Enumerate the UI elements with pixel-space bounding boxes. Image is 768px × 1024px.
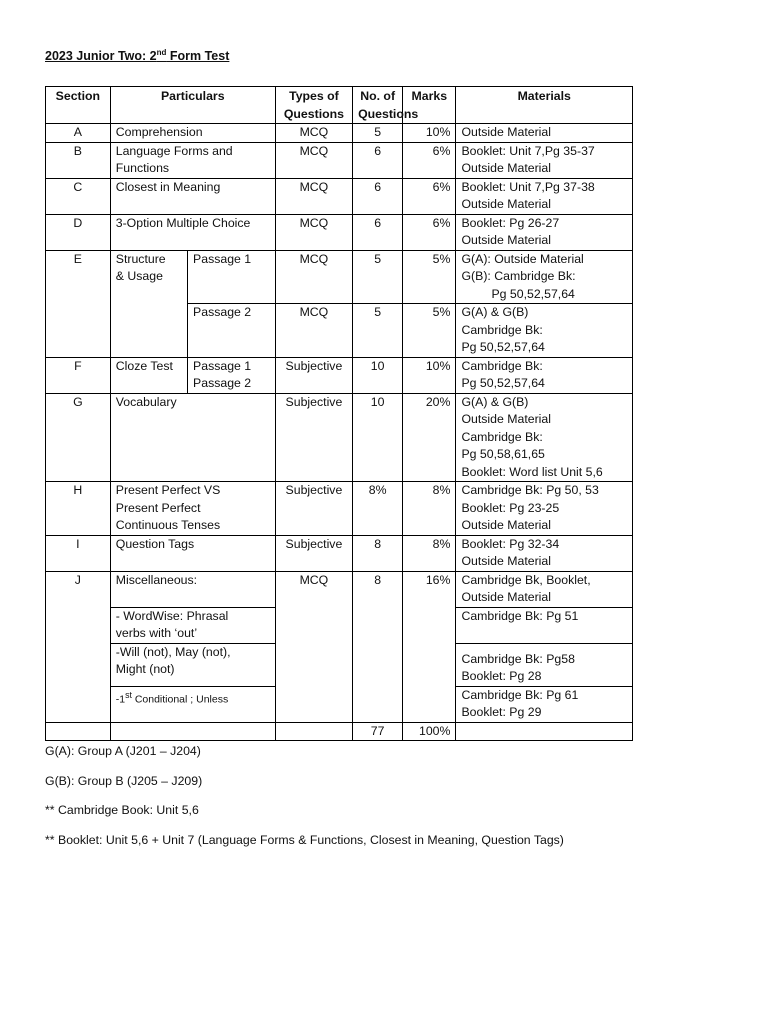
section-cell: I bbox=[46, 535, 111, 571]
particulars-cell: Comprehension bbox=[110, 124, 275, 143]
section-cell: G bbox=[46, 393, 111, 482]
sub-particulars-cell: Passage 1 bbox=[188, 250, 276, 304]
note-booklet: ** Booklet: Unit 5,6 + Unit 7 (Language Forms & Functions, Closest in Meaning, Question Tags) bbox=[45, 832, 564, 847]
materials-cell: Cambridge Bk: Pg58 Booklet: Pg 28 bbox=[456, 643, 633, 686]
note-cambridge-book: ** Cambridge Book: Unit 5,6 bbox=[45, 803, 199, 817]
num-cell: 6 bbox=[353, 178, 403, 214]
particulars-cell: Vocabulary bbox=[110, 393, 275, 482]
materials-cell: Cambridge Bk: Pg 50,52,57,64 bbox=[456, 357, 633, 393]
table-row bbox=[46, 571, 633, 607]
materials-text: G(A): Outside Material G(B): Cambridge Bk: bbox=[461, 251, 584, 283]
materials-cell: G(A) & G(B) Outside Material Cambridge Bk: Pg 50,58,61,65 Booklet: Word list Unit 5,6 bbox=[456, 393, 633, 482]
sub-particulars-cell: Passage 2 bbox=[188, 304, 276, 358]
particulars-cell: Structure & Usage bbox=[110, 250, 187, 357]
section-cell: J bbox=[46, 571, 111, 722]
total-empty-cell bbox=[275, 722, 352, 741]
materials-cell: Cambridge Bk: Pg 50, 53 Booklet: Pg 23-25 Outside Material bbox=[456, 482, 633, 536]
section-cell: E bbox=[46, 250, 111, 357]
table-row bbox=[46, 535, 633, 571]
particulars-cell: -Will (not), May (not), Might (not) bbox=[110, 643, 275, 686]
marks-cell: 20% bbox=[403, 393, 456, 482]
num-cell: 8% bbox=[353, 482, 403, 536]
note-group-a: G(A): Group A (J201 – J204) bbox=[45, 744, 201, 758]
type-cell: MCQ bbox=[275, 571, 352, 722]
materials-cell: Booklet: Pg 32-34 Outside Material bbox=[456, 535, 633, 571]
marks-cell: 10% bbox=[403, 124, 456, 143]
table-row bbox=[46, 393, 633, 482]
materials-cell: Booklet: Unit 7,Pg 37-38 Outside Material bbox=[456, 178, 633, 214]
num-cell: 5 bbox=[353, 124, 403, 143]
conditional-text-rest: Conditional ; Unless bbox=[131, 693, 229, 705]
section-cell: H bbox=[46, 482, 111, 536]
particulars-cell: - WordWise: Phrasal verbs with ‘out’ bbox=[110, 607, 275, 643]
materials-cell: Booklet: Pg 26-27 Outside Material bbox=[456, 214, 633, 250]
header-num-questions: No. of Questions bbox=[353, 87, 403, 124]
section-cell: C bbox=[46, 178, 111, 214]
materials-cell: G(A) & G(B) Cambridge Bk: Pg 50,52,57,64 bbox=[456, 304, 633, 358]
total-marks-cell: 100% bbox=[403, 722, 456, 741]
header-materials: Materials bbox=[456, 87, 633, 124]
table-row bbox=[46, 482, 633, 536]
section-cell: A bbox=[46, 124, 111, 143]
num-cell: 10 bbox=[353, 357, 403, 393]
type-cell: MCQ bbox=[275, 214, 352, 250]
materials-cell: Cambridge Bk: Pg 51 bbox=[456, 607, 633, 643]
conditional-superscript: st bbox=[125, 689, 132, 700]
table-row bbox=[46, 142, 633, 178]
materials-cell: Cambridge Bk: Pg 61 Booklet: Pg 29 bbox=[456, 686, 633, 722]
table-row bbox=[46, 214, 633, 250]
marks-cell: 6% bbox=[403, 142, 456, 178]
particulars-cell: Present Perfect VS Present Perfect Continuous Tenses bbox=[110, 482, 275, 536]
marks-cell: 5% bbox=[403, 304, 456, 358]
num-cell: 8 bbox=[353, 571, 403, 722]
title-text: 2023 Junior Two: 2 bbox=[45, 49, 157, 64]
section-cell: F bbox=[46, 357, 111, 393]
section-cell: D bbox=[46, 214, 111, 250]
type-cell: Subjective bbox=[275, 535, 352, 571]
num-cell: 6 bbox=[353, 142, 403, 178]
section-cell: B bbox=[46, 142, 111, 178]
table-row bbox=[46, 124, 633, 143]
marks-cell: 5% bbox=[403, 250, 456, 304]
materials-cell: Booklet: Unit 7,Pg 35-37 Outside Material bbox=[456, 142, 633, 178]
conditional-text: -1 bbox=[115, 693, 126, 705]
marks-cell: 6% bbox=[403, 214, 456, 250]
marks-cell: 8% bbox=[403, 535, 456, 571]
type-cell: MCQ bbox=[275, 124, 352, 143]
type-cell: MCQ bbox=[275, 304, 352, 358]
header-row bbox=[46, 87, 633, 124]
title-suffix: Form Test bbox=[166, 49, 230, 64]
particulars-cell: 3-Option Multiple Choice bbox=[110, 214, 275, 250]
total-num-cell: 77 bbox=[353, 722, 403, 741]
total-empty-cell bbox=[110, 722, 275, 741]
materials-cell: Cambridge Bk, Booklet, Outside Material bbox=[456, 571, 633, 607]
total-empty-cell bbox=[456, 722, 633, 741]
marks-cell: 16% bbox=[403, 571, 456, 722]
table-row bbox=[46, 357, 633, 393]
particulars-cell: Closest in Meaning bbox=[110, 178, 275, 214]
materials-text-indented: Pg 50,52,57,64 bbox=[491, 286, 575, 301]
type-cell: Subjective bbox=[275, 393, 352, 482]
sub-particulars-cell: Passage 1 Passage 2 bbox=[188, 357, 276, 393]
num-cell: 5 bbox=[353, 304, 403, 358]
total-row bbox=[46, 722, 633, 741]
type-cell: MCQ bbox=[275, 142, 352, 178]
particulars-cell: Cloze Test bbox=[110, 357, 187, 393]
note-group-b: G(B): Group B (J205 – J209) bbox=[45, 773, 203, 788]
header-section: Section bbox=[46, 87, 111, 124]
num-cell: 5 bbox=[353, 250, 403, 304]
header-types: Types of Questions bbox=[275, 87, 352, 124]
type-cell: Subjective bbox=[275, 357, 352, 393]
num-cell: 6 bbox=[353, 214, 403, 250]
type-cell: MCQ bbox=[275, 178, 352, 214]
num-cell: 10 bbox=[353, 393, 403, 482]
type-cell: MCQ bbox=[275, 250, 352, 304]
particulars-cell: Question Tags bbox=[110, 535, 275, 571]
marks-cell: 10% bbox=[403, 357, 456, 393]
header-marks: Marks bbox=[403, 87, 456, 124]
marks-cell: 8% bbox=[403, 482, 456, 536]
particulars-cell: Language Forms and Functions bbox=[110, 142, 275, 178]
table-row bbox=[46, 250, 633, 304]
title-superscript: nd bbox=[156, 48, 167, 57]
num-cell: 8 bbox=[353, 535, 403, 571]
notes-section bbox=[45, 744, 564, 862]
test-schedule-table bbox=[45, 86, 633, 741]
total-empty-cell bbox=[46, 722, 111, 741]
particulars-cell: Miscellaneous: bbox=[110, 571, 275, 607]
materials-cell bbox=[456, 250, 633, 304]
type-cell: Subjective bbox=[275, 482, 352, 536]
page-title bbox=[45, 48, 229, 63]
marks-cell: 6% bbox=[403, 178, 456, 214]
table-row bbox=[46, 178, 633, 214]
materials-cell: Outside Material bbox=[456, 124, 633, 143]
header-particulars: Particulars bbox=[110, 87, 275, 124]
particulars-cell bbox=[110, 686, 275, 722]
